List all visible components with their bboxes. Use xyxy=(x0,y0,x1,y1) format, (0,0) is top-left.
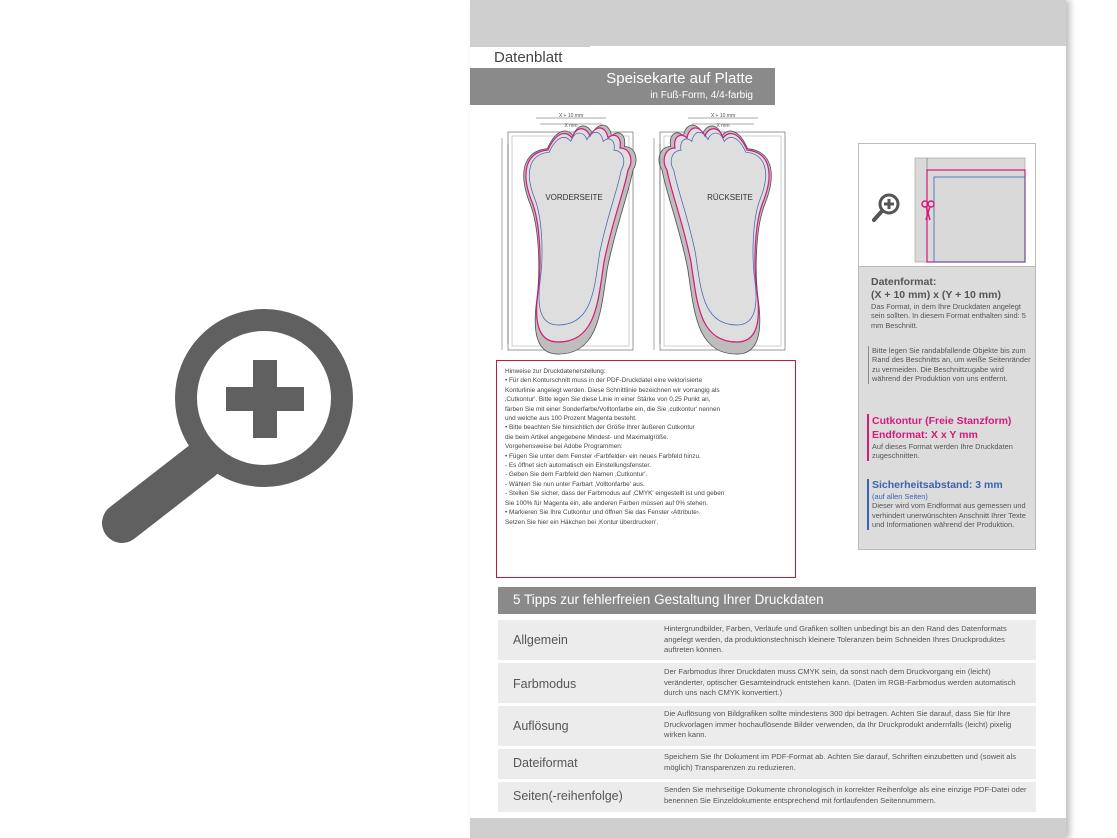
back-label: RÜCKSEITE xyxy=(707,193,753,202)
zoom-in-icon[interactable] xyxy=(871,192,901,224)
beschnitt-text: Bitte legen Sie randabfallende Objekte bis zum Rand des Beschnitts an, um weiße Seitenränder zu vermeiden. Die Beschnittzugabe wird während der Produktion von uns entfernt. xyxy=(872,346,1031,384)
tips-title: 5 Tipps zur fehlerfreien Gestaltung Ihrer Druckdaten xyxy=(513,592,824,607)
tip-key: Allgemein xyxy=(513,633,568,647)
tips-row xyxy=(498,663,1036,703)
note-line: - Stellen Sie sicher, dass der Farbmodus auf ‚CMYK' eingestellt ist und geben xyxy=(505,490,725,498)
note-line: • Bitte beachten Sie hinsichtlich der Größe Ihrer äußeren Cutkontur xyxy=(505,424,695,432)
note-line: Setzen Sie hier ein Häkchen bei ‚Kontur überdrucken'. xyxy=(505,518,659,526)
note-line: • Fügen Sie unter dem Fenster ‹Farbfelder› ein neues Farbfeld hinzu. xyxy=(505,452,701,460)
tip-text: Hintergrundbilder, Farben, Verläufe und Grafiken sollten unbedingt bis an den Rand des Datenformats angelegt werden, da produktionstechnisch kleinere Toleranzen beim Schneiden Ihres Druckproduktes auftreten können. xyxy=(664,624,1007,654)
front-label: VORDERSEITE xyxy=(545,193,603,202)
format-info-panel xyxy=(858,143,1036,550)
front-foot xyxy=(502,113,636,354)
tip-key: Dateiformat xyxy=(513,756,578,770)
datasheet-page xyxy=(470,0,1066,838)
front-dim-inner: X mm xyxy=(564,123,578,129)
endformat-title: Endformat: X x Y mm xyxy=(872,429,978,441)
datenformat-title: Datenformat: xyxy=(871,276,937,288)
foot-shape-diagram xyxy=(498,112,798,357)
note-line: Sie 100% für Magenta ein, alle anderen Farben müssen auf 0% stehen. xyxy=(505,499,708,507)
datenformat-text: Das Format, in dem Ihre Druckdaten angelegt sein sollten. In diesem Format enthalten sind: 5 mm Beschnitt. xyxy=(871,302,1026,330)
note-line: • Für den Konturschnitt muss in der PDF-Druckdatei eine vektorisierte xyxy=(505,377,703,385)
note-line: Hinweise zur Druckdatenerstellung: xyxy=(505,368,606,375)
sicherheit-title: Sicherheitsabstand: 3 mm xyxy=(872,479,1003,491)
bleed-preview xyxy=(859,144,1035,267)
note-line: Vorgehensweise bei Adobe Programmen: xyxy=(505,443,623,451)
tips-header xyxy=(498,587,1036,614)
datasheet-label xyxy=(470,46,590,69)
tips-row xyxy=(498,706,1036,746)
tip-key: Seiten(-reihenfolge) xyxy=(513,789,623,803)
note-line: färben Sie mit einer Sonderfarbe/Volltonfarbe ein, die Sie ‚cutkontur' nennen xyxy=(505,405,721,413)
datasheet-label-text: Datenblatt xyxy=(494,49,563,66)
scissors-icon xyxy=(921,200,935,222)
tip-text: Speichern Sie Ihr Dokument im PDF-Format ab. Achten Sie darauf, Schriften einzubetten und (soweit als möglich) Transparenzen zu reduzieren. xyxy=(664,752,1017,772)
tip-text: Senden Sie mehrseitige Dokumente chronologisch in korrekter Reihenfolge als eine einzige PDF-Datei oder benennen Sie Einzeldokumente entsprechend mit fortlaufenden Seitennummern. xyxy=(664,785,1027,805)
back-dim-inner: X mm xyxy=(716,123,730,129)
note-line: Konturlinie angelegt werden. Diese Schnittlinie bezeichnen wir vorrangig als xyxy=(505,386,720,394)
note-line: und welche aus 100 Prozent Magenta besteht. xyxy=(505,415,637,423)
bottom-band xyxy=(470,818,1066,838)
tips-row xyxy=(498,620,1036,660)
note-line: - Wählen Sie nun unter Farbart ‚Volltonfarbe' aus. xyxy=(505,480,645,488)
endformat-text: Auf dieses Format werden Ihre Druckdaten zugeschnitten. xyxy=(872,442,1013,461)
note-line: • Markieren Sie Ihre Cutkontur und öffnen Sie das Fenster ‹Attribute›. xyxy=(505,509,701,517)
zoom-in-icon[interactable] xyxy=(100,240,360,550)
back-foot xyxy=(654,113,785,354)
tip-text: Die Auflösung von Bildgrafiken sollte mindestens 300 dpi betragen. Achten Sie darauf, dass Sie für Ihre Druckvorlagen immer hochauflösende Bilder verwenden, da Ihr Druckprodukt andernfalls (leicht) pixelig wirken kann. xyxy=(664,709,1012,739)
tip-key: Farbmodus xyxy=(513,677,577,691)
product-title: Speisekarte auf Platte xyxy=(606,70,753,87)
tips-row xyxy=(498,782,1036,812)
tip-text: Der Farbmodus Ihrer Druckdaten muss CMYK sein, da sonst nach dem Druckvorgang ein (leicht) veränderter, optischer Gesamteindruck entstehen kann. (Daten im RGB-Farbmodus werden automatisch durch uns nach CMYK konvertiert.) xyxy=(664,667,1016,697)
datenformat-value: (X + 10 mm) x (Y + 10 mm) xyxy=(871,289,1001,301)
note-line: - Geben Sie dem Farbfeld den Namen ‚Cutkontur'. xyxy=(505,471,648,479)
product-subtitle: in Fuß-Form, 4/4-farbig xyxy=(650,90,753,101)
sicherheit-text: Dieser wird vom Endformat aus gemessen und verhindert unerwünschten Anschnitt Ihrer Texte und Informationen während der Produktion. xyxy=(872,501,1026,530)
tips-row xyxy=(498,749,1036,779)
tip-key: Auflösung xyxy=(513,719,569,733)
front-dim-outer: X + 10 mm xyxy=(558,113,584,119)
note-line: ‚Cutkontur'. Bitte legen Sie diese Linie in einer Stärke von 0,25 Punkt an, xyxy=(505,396,711,404)
back-dim-outer: X + 10 mm xyxy=(710,113,736,119)
print-notes-box xyxy=(496,360,796,578)
product-title-bar xyxy=(470,68,775,105)
note-line: - Es öffnet sich automatisch ein Einstellungsfenster. xyxy=(505,462,651,470)
top-band xyxy=(470,0,1066,46)
sicherheit-sub: (auf allen Seiten) xyxy=(872,492,928,501)
cutkontur-title: Cutkontur (Freie Stanzform) xyxy=(872,415,1012,427)
note-line: die beim Artikel angegebene Mindest- und Maximalgröße. xyxy=(505,433,669,441)
